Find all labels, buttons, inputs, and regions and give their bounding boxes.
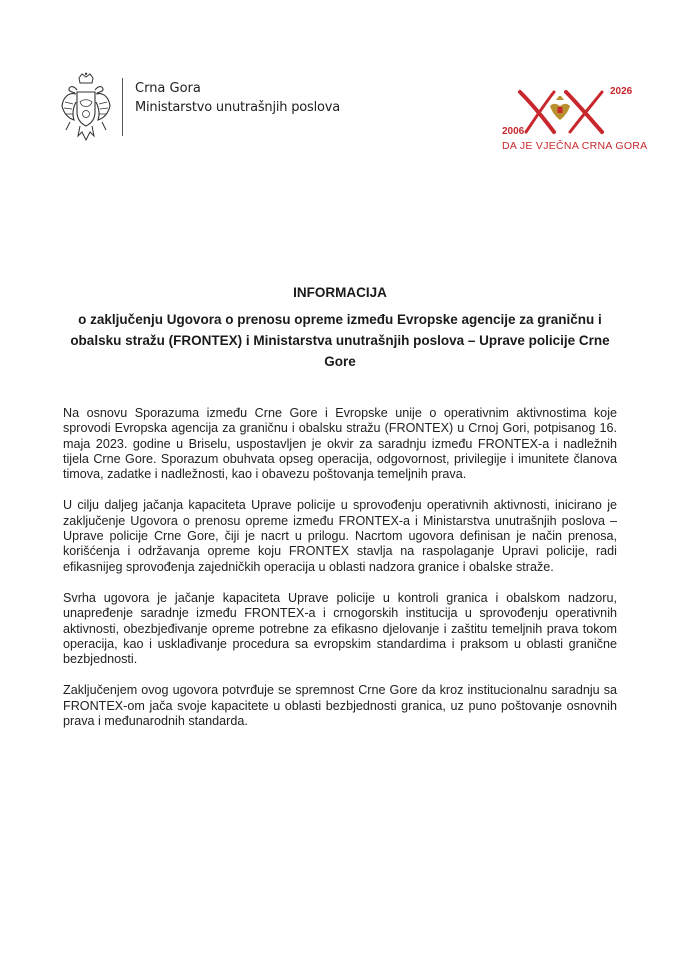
body-paragraph: Zaključenjem ovog ugovora potvrđuje se spremnost Crne Gore da kroz institucionalnu saradnju sa FRONTEX-om jača svoje kapacitete u oblasti bezbjednosti granica, uz puno poštovanje osnovnih prava i međunarodnih standarda.: [63, 683, 617, 729]
organization-name: [135, 72, 340, 118]
jubilee-slogan: DA JE VJEČNA CRNA GORA: [502, 140, 648, 152]
jubilee-logo: [498, 78, 648, 160]
ministry-name: Ministarstvo unutrašnjih poslova: [135, 100, 341, 115]
body-paragraph: Svrha ugovora je jačanje kapaciteta Uprave policije u kontroli granica i obalskom nadzoru, unapređenje saradnje između FRONTEX-a i crnogorskih institucija u sprovođenju operativnih aktivnosti, obezbjeđivanje opreme potrebne za efikasno djelovanje i zaštitu temeljnih prava tokom operacija, kao i usklađivanje procedura sa evropskim standardima i praksom u oblasti granične bezbjednosti.: [63, 590, 617, 667]
body-paragraph: Na osnovu Sporazuma između Crne Gore i Evropske unije o operativnim aktivnostima koje sprovodi Evropska agencija za graničnu i obalsku stražu (FRONTEX) u Crnoj Gori, potpisanog 16. maja 2023. godine u Briselu, uspostavljen je okvir za saradnju između FRONTEX-a i nadležnih tijela Crne Gore. Sporazum obuhvata opseg operacija, odgovornost, privilegije i imunitete članova timova, zadatke i nadležnosti, kao i obavezu poštovanja temeljnih prava.: [63, 406, 617, 482]
country-name: Crna Gora: [135, 81, 201, 96]
ministry-header: [60, 72, 340, 144]
document-body: [63, 406, 617, 745]
jubilee-year-start: 2006: [502, 126, 525, 137]
document-subtitle: o zaključenju Ugovora o prenosu opreme između Evropske agencije za graničnu i obalsku stražu (FRONTEX) i Ministarstva unutrašnjih poslova – Uprave policije Crne Gore: [70, 312, 610, 369]
jubilee-year-end: 2026: [610, 86, 633, 97]
body-paragraph: U cilju daljeg jačanja kapaciteta Uprave policije u sprovođenju operativnih aktivnosti, inicirano je zaključenje Ugovora o prenosu opreme između FRONTEX-a i Ministarstva unutrašnjih poslova – Uprave policije Crne Gore, čiji je nacrt u prilogu. Nacrtom ugovora definisan je način prenosa, korišćenja i održavanja opreme koju FRONTEX stavlja na raspolaganje Upravi policije, radi efikasnijeg sprovođenja zajedničkih operacija u oblasti nadzora granice i obalske straže.: [63, 498, 617, 574]
document-title: INFORMACIJA: [293, 285, 387, 300]
coat-of-arms-icon: [60, 72, 112, 144]
jubilee-emblem-icon: [498, 78, 648, 140]
header-divider: [122, 78, 123, 136]
document-heading: [60, 283, 620, 372]
